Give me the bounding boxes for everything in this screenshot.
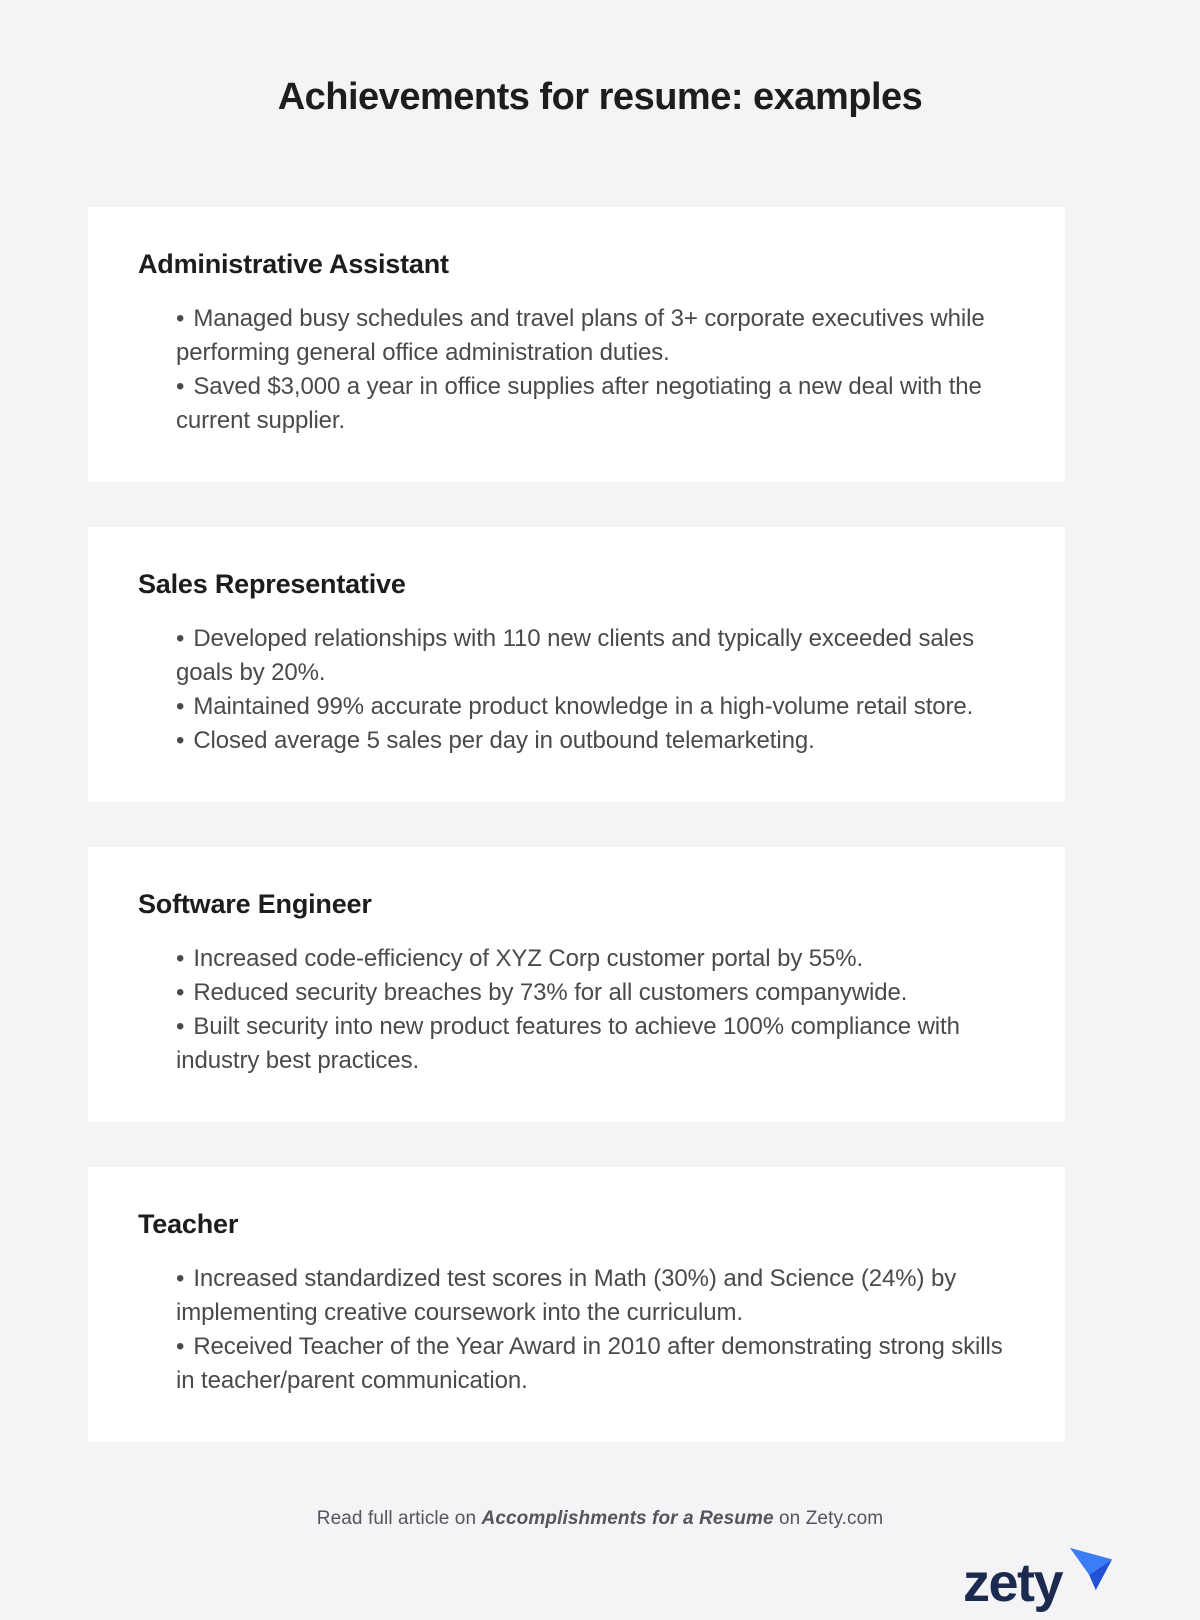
achievement-list xyxy=(138,1262,1013,1398)
achievement-text: Increased standardized test scores in Math (30%) and Science (24%) by implementing creative coursework into the curriculum. xyxy=(176,1265,957,1326)
card-title: Sales Representative xyxy=(138,569,406,599)
footer-prefix: Read full article on xyxy=(316,1508,482,1529)
card-title: Administrative Assistant xyxy=(138,249,449,279)
bullet-icon: • xyxy=(176,1265,185,1292)
achievement-list xyxy=(138,942,1013,1078)
achievement-list xyxy=(138,302,1013,438)
achievement-item xyxy=(176,622,1013,690)
achievement-item xyxy=(176,690,1013,724)
achievement-item xyxy=(176,370,1013,438)
card-teacher xyxy=(88,1167,1065,1442)
zety-logo-text: zety xyxy=(962,1553,1062,1613)
page-title: Achievements for resume: examples xyxy=(277,76,923,118)
bullet-icon: • xyxy=(176,305,185,332)
achievement-text: Maintained 99% accurate product knowledge in a high-volume retail store. xyxy=(193,693,974,720)
bullet-icon: • xyxy=(176,979,185,1006)
bullet-icon: • xyxy=(176,1013,185,1040)
achievement-item xyxy=(176,942,1013,976)
achievement-text: Reduced security breaches by 73% for all customers companywide. xyxy=(193,979,908,1006)
card-sales-representative xyxy=(88,527,1065,802)
card-title: Teacher xyxy=(138,1209,239,1239)
achievement-item xyxy=(176,1330,1013,1398)
card-software-engineer xyxy=(88,847,1065,1122)
achievement-item xyxy=(176,1262,1013,1330)
achievement-item xyxy=(176,302,1013,370)
bullet-icon: • xyxy=(176,625,185,652)
bullet-icon: • xyxy=(176,945,185,972)
bullet-icon: • xyxy=(176,373,185,400)
zety-arrow-icon xyxy=(1068,1546,1114,1592)
achievement-text: Received Teacher of the Year Award in 2010 after demonstrating strong skills in teacher/parent communication. xyxy=(176,1333,1003,1394)
achievement-text: Saved $3,000 a year in office supplies after negotiating a new deal with the current supplier. xyxy=(176,373,982,434)
bullet-icon: • xyxy=(176,1333,185,1360)
achievement-text: Increased code-efficiency of XYZ Corp customer portal by 55%. xyxy=(193,945,864,972)
bullet-icon: • xyxy=(176,693,185,720)
footer-article-title: Accomplishments for a Resume xyxy=(481,1508,774,1529)
achievement-list xyxy=(138,622,1013,758)
logo-row xyxy=(0,1553,1200,1613)
bullet-icon: • xyxy=(176,727,185,754)
cards-container xyxy=(0,207,1200,1442)
achievement-item xyxy=(176,1010,1013,1078)
achievement-text: Built security into new product features to achieve 100% compliance with industry best practices. xyxy=(176,1013,960,1074)
achievement-text: Closed average 5 sales per day in outbound telemarketing. xyxy=(193,727,815,754)
achievement-item xyxy=(176,724,1013,758)
footer-suffix: on Zety.com xyxy=(773,1508,884,1529)
achievement-text: Managed busy schedules and travel plans of 3+ corporate executives while performing general office administration duties. xyxy=(176,305,985,366)
card-title: Software Engineer xyxy=(138,889,372,919)
footer-note xyxy=(0,1508,1200,1530)
card-administrative-assistant xyxy=(88,207,1065,482)
achievement-text: Developed relationships with 110 new clients and typically exceeded sales goals by 20%. xyxy=(176,625,975,686)
achievement-item xyxy=(176,976,1013,1010)
